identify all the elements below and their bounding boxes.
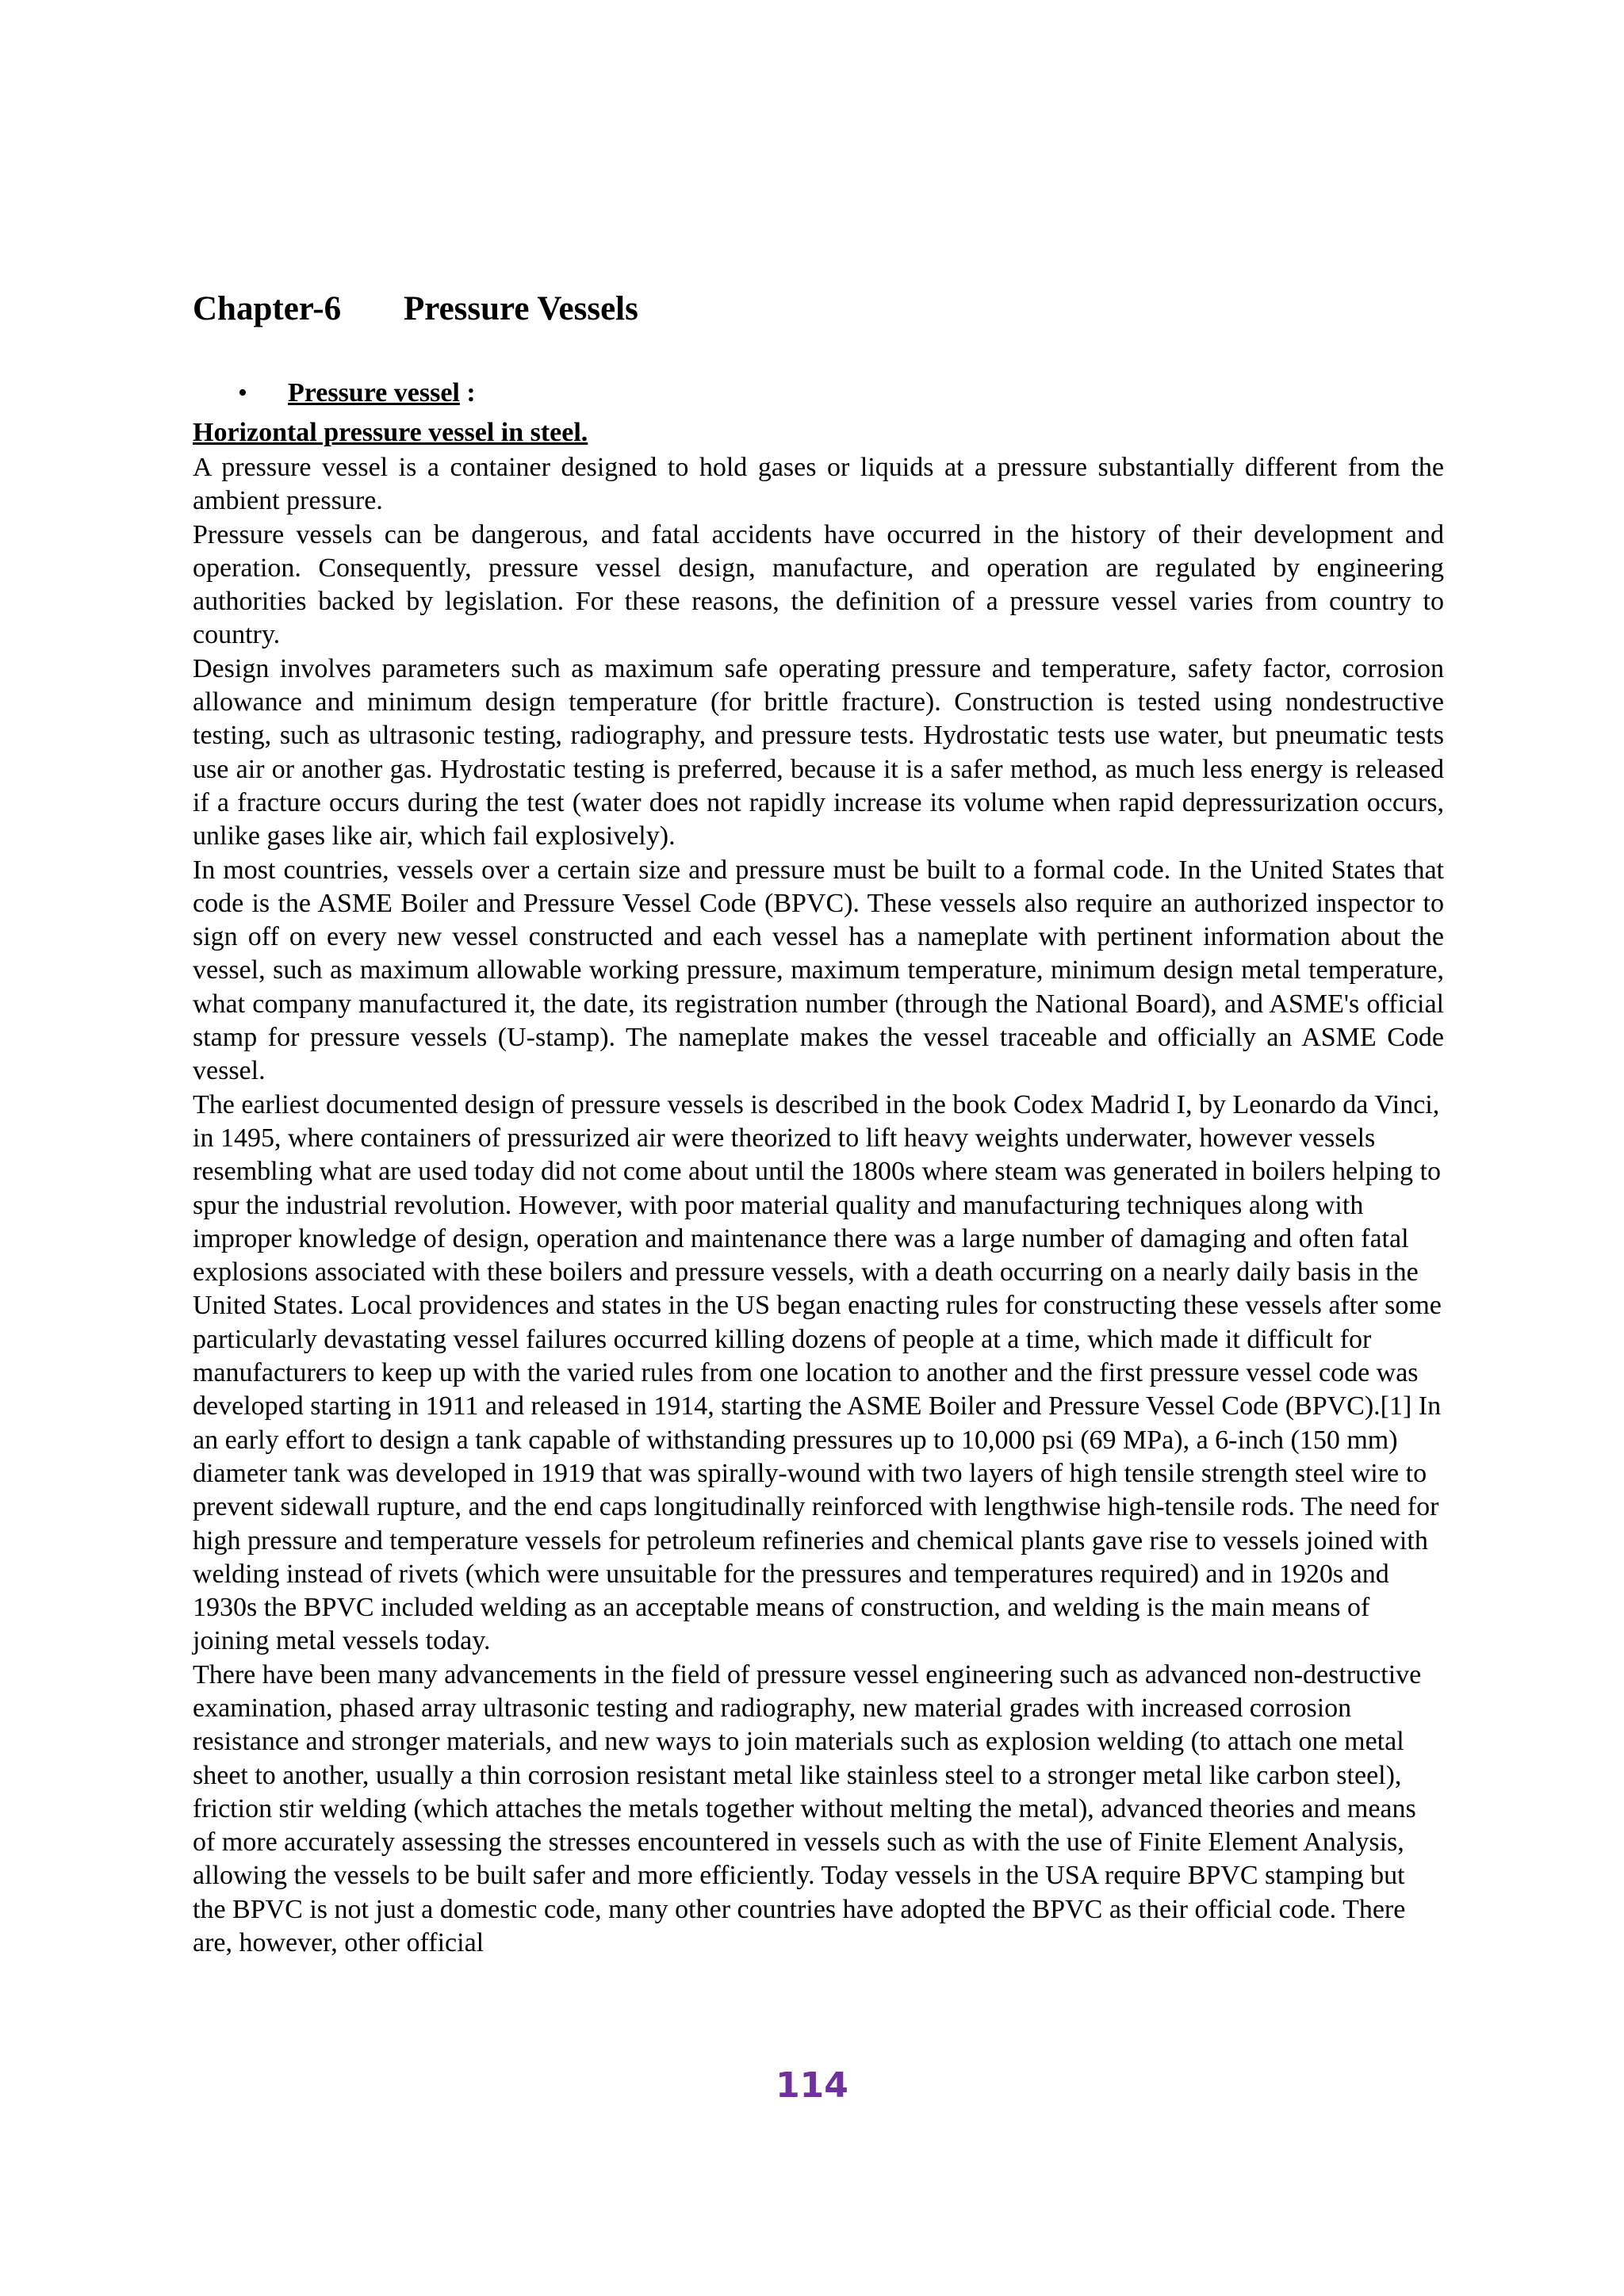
bullet-suffix: : [459, 378, 476, 408]
page-number: 114 [776, 2065, 848, 2106]
paragraph-history: The earliest documented design of pressure vessels is described in the book Codex Madrid I, by Leonardo da Vinci, in 1495, where containers of pressurized air were theorized to lift heavy weights underwater, however vessels resembling what are used today did not come about until the 1800s where steam was generated in boilers helping to spur the industrial revolution. However, with poor material quality and manufacturing techniques along with improper knowledge of design, operation and maintenance there was a large number of damaging and often fatal explosions associated with these boilers and pressure vessels, with a death occurring on a nearly daily basis in the United States. Local providences and states in the US began enacting rules for constructing these vessels after some particularly devastating vessel failures occurred killing dozens of people at a time, which made it difficult for manufacturers to keep up with the varied rules from one location to another and the first pressure vessel code was developed starting in 1911 and released in 1914, starting the ASME Boiler and Pressure Vessel Code (BPVC).[1] In an early effort to design a tank capable of withstanding pressures up to 10,000 psi (69 MPa), a 6-inch (150 mm) diameter tank was developed in 1919 that was spirally-wound with two layers of high tensile strength steel wire to prevent sidewall rupture, and the end caps longitudinally reinforced with lengthwise high-tensile rods. The need for high pressure and temperature vessels for petroleum refineries and chemical plants gave rise to vessels joined with welding instead of rivets (which were unsuitable for the pressures and temperatures required) and in 1920s and 1930s the BPVC included welding as an acceptable means of construction, and welding is the main means of joining metal vessels today. [193, 1089, 1442, 1656]
paragraph-advancements: There have been many advancements in the field of pressure vessel engineering such as advanced non-destructive examination, phased array ultrasonic testing and radiography, new material grades with increased corrosion resistance and stronger materials, and new ways to join materials such as explosion welding (to attach one metal sheet to another, usually a thin corrosion resistant metal like stainless steel to a stronger metal like carbon steel), friction stir welding (which attaches the metals together without melting the metal), advanced theories and means of more accurately assessing the stresses encountered in vessels such as with the use of Finite Element Analysis, allowing the vessels to be built safer and more efficiently. Today vessels in the USA require BPVC stamping but the BPVC is not just a domestic code, many other countries have adopted the BPVC as their official code. There are, however, other official [193, 1659, 1422, 1958]
bullet-text [288, 378, 476, 408]
chapter-name: Pressure Vessels [404, 290, 638, 327]
paragraph-design: Design involves parameters such as maximum safe operating pressure and temperature, safety factor, corrosion allowance and minimum design temperature (for brittle fracture). Construction is tested using nondestructive testing, such as ultrasonic testing, radiography, and pressure tests. Hydrostatic tests use water, but pneumatic tests use air or another gas. Hydrostatic testing is preferred, because it is a safer method, as much less energy is released if a fracture occurs during the test (water does not rapidly increase its volume when rapid depressurization occurs, unlike gases like air, which fail explosively). [193, 653, 1444, 851]
section-subheading: Horizontal pressure vessel in steel. [193, 418, 588, 447]
paragraph-definition: A pressure vessel is a container designed to hold gases or liquids at a pressure substantially different from the ambient pressure. [193, 453, 1444, 516]
body-text [193, 451, 1444, 1960]
paragraph-codes: In most countries, vessels over a certain size and pressure must be built to a formal code. In the United States that code is the ASME Boiler and Pressure Vessel Code (BPVC). These vessels also require an authorized inspector to sign off on every new vessel constructed and each vessel has a nameplate with pertinent information about the vessel, such as maximum allowable working pressure, maximum temperature, minimum design metal temperature, what company manufactured it, the date, its registration number (through the National Board), and ASME's official stamp for pressure vessels (U-stamp). The nameplate makes the vessel traceable and officially an ASME Code vessel. [193, 855, 1444, 1086]
chapter-title [193, 289, 638, 328]
bullet-label: Pressure vessel [288, 378, 460, 408]
chapter-number: Chapter-6 [193, 290, 342, 327]
paragraph-dangers: Pressure vessels can be dangerous, and fatal accidents have occurred in the history of their development and operation. Consequently, pressure vessel design, manufacture, and operation are regulated by engineering authorities backed by legislation. For these reasons, the definition of a pressure vessel varies from country to country. [193, 519, 1444, 650]
bullet-marker: • [238, 378, 247, 408]
